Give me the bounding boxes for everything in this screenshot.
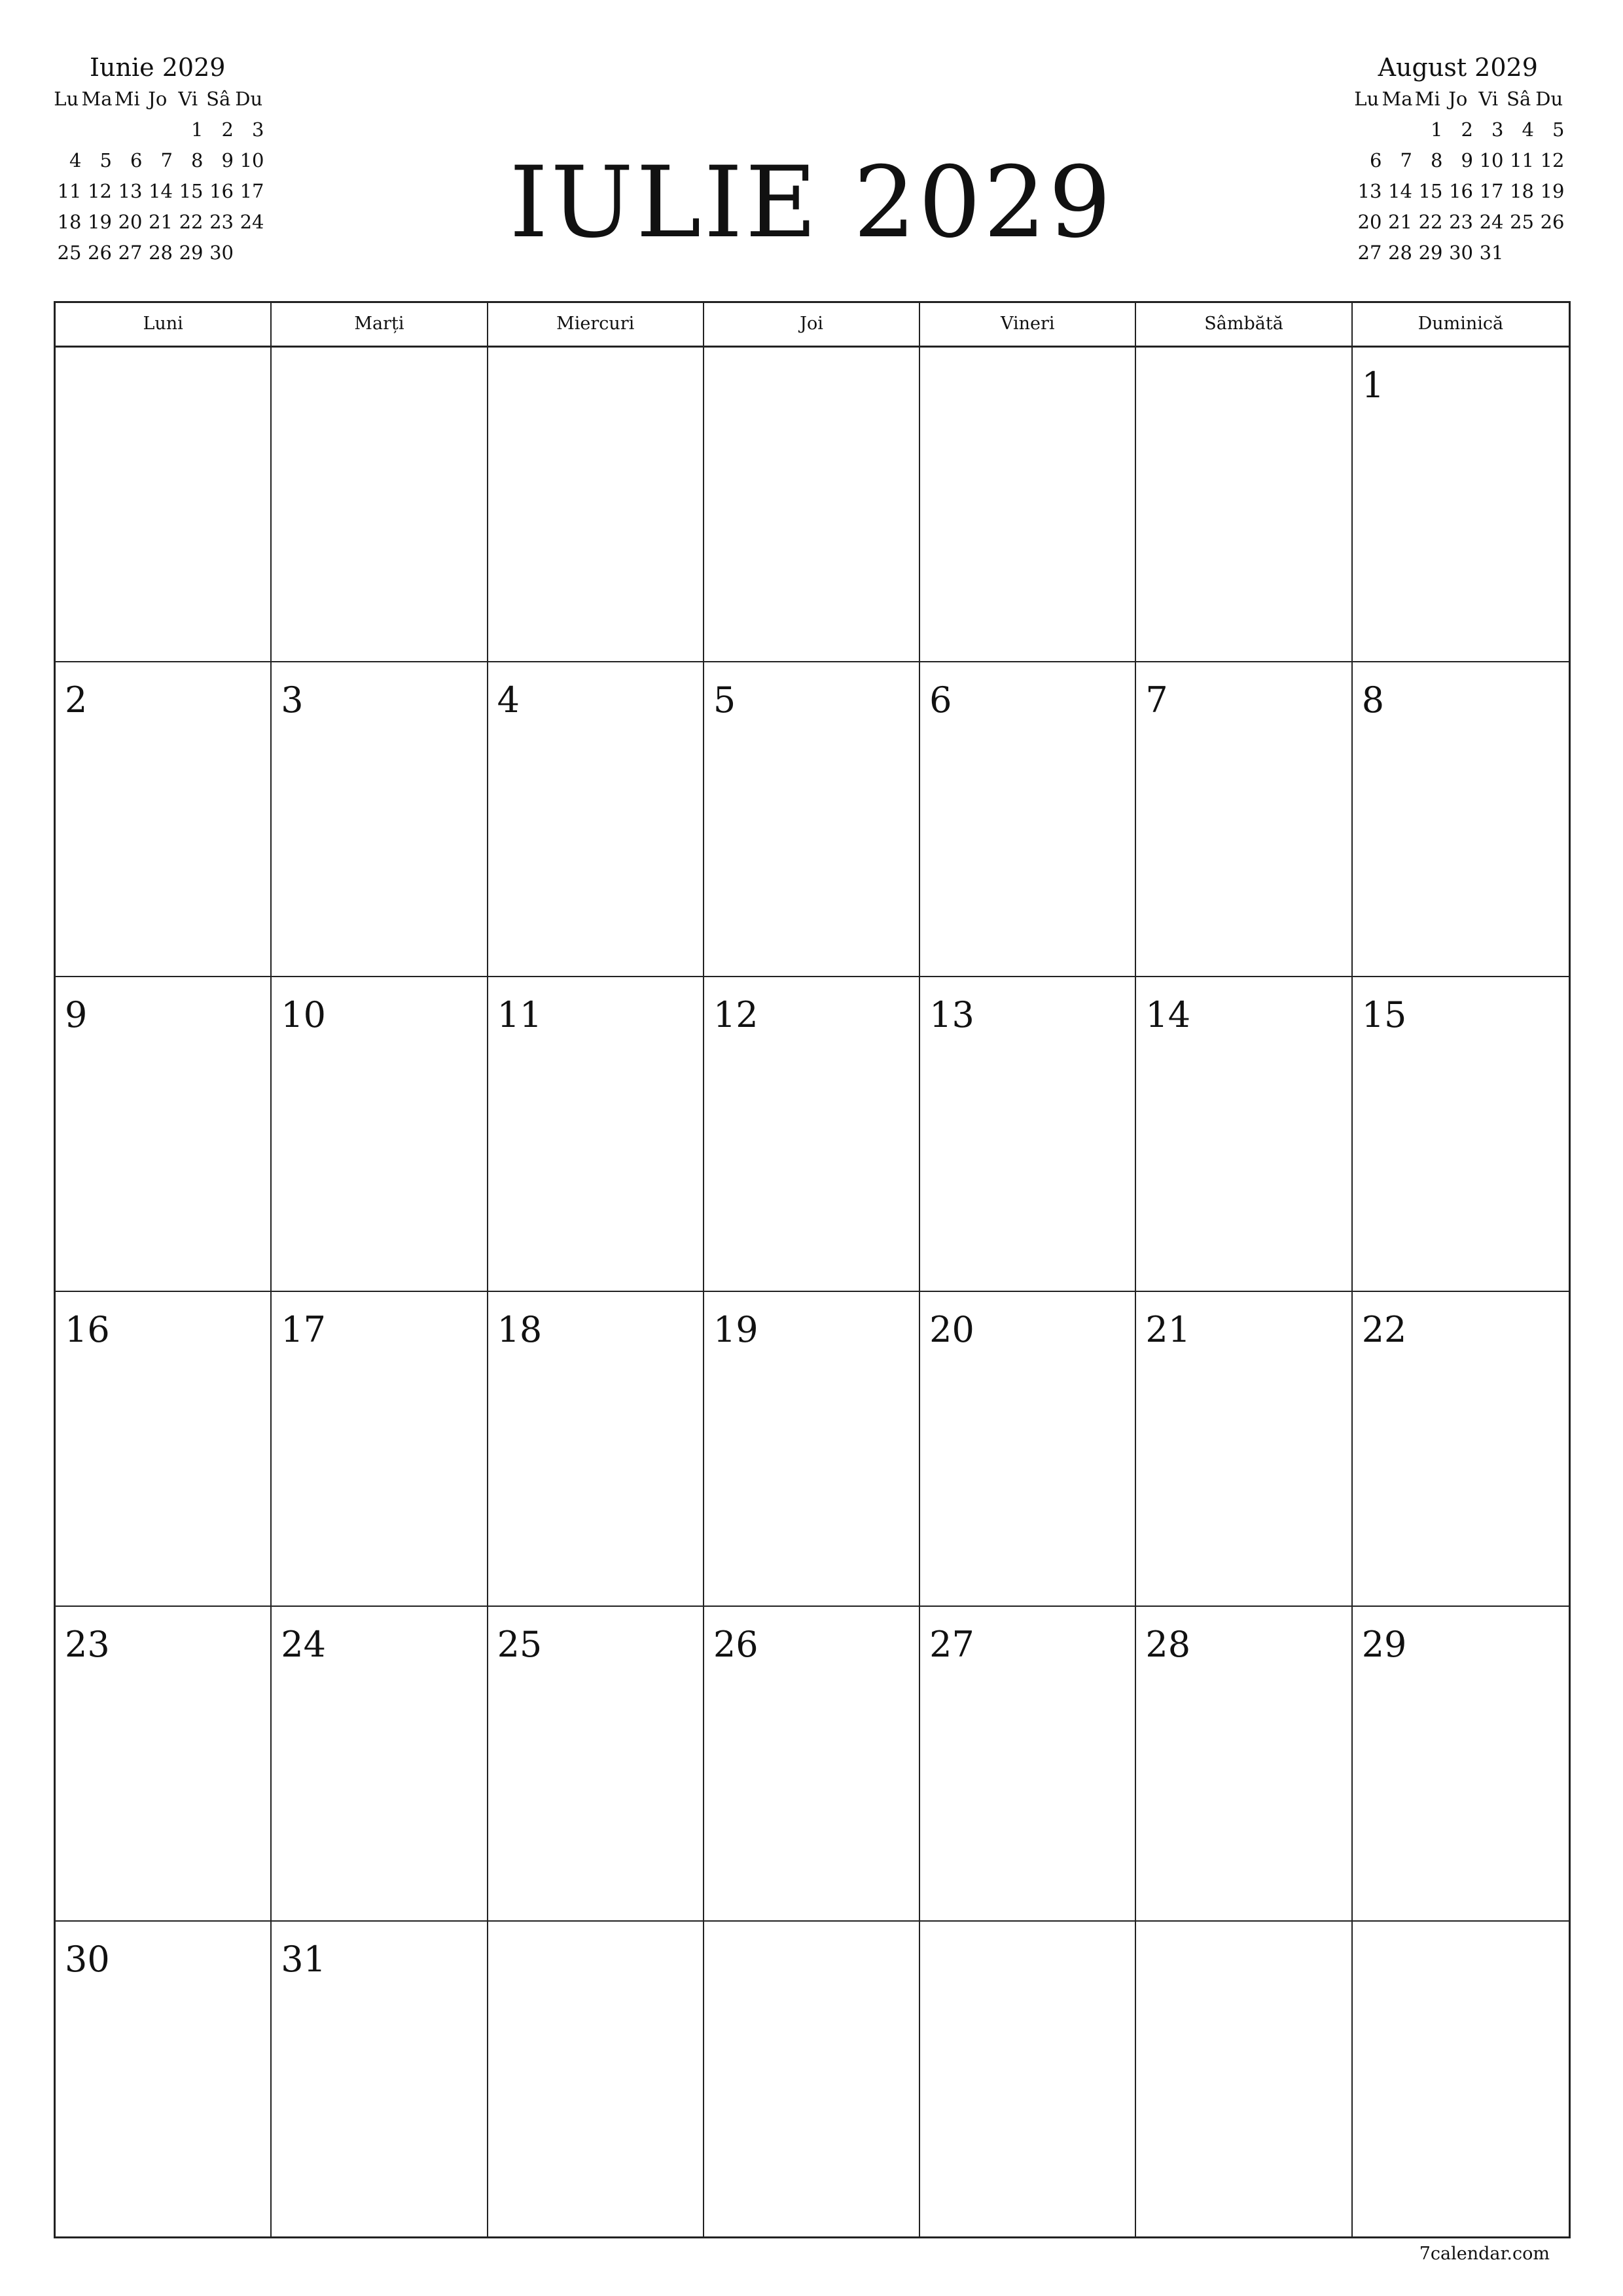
day-cell bbox=[704, 662, 920, 977]
day-cell bbox=[920, 348, 1136, 662]
day-cell bbox=[704, 348, 920, 662]
mini-day: 15 bbox=[1418, 180, 1443, 202]
day-cell bbox=[920, 662, 1136, 977]
mini-day: 28 bbox=[1388, 242, 1412, 264]
mini-day: 3 bbox=[1491, 118, 1504, 141]
mini-weekday-header: Sâ bbox=[206, 88, 231, 110]
day-number: 5 bbox=[713, 679, 736, 721]
day-cell bbox=[272, 1607, 488, 1922]
day-cell bbox=[704, 1607, 920, 1922]
day-number: 9 bbox=[65, 994, 88, 1035]
day-cell bbox=[1353, 1607, 1569, 1922]
day-number: 15 bbox=[1361, 994, 1407, 1035]
day-number: 25 bbox=[497, 1624, 543, 1665]
day-cell bbox=[704, 977, 920, 1292]
day-number: 31 bbox=[281, 1939, 326, 1980]
mini-day: 2 bbox=[1461, 118, 1473, 141]
day-number: 24 bbox=[281, 1624, 326, 1665]
day-cell bbox=[56, 1922, 272, 2236]
mini-day: 18 bbox=[57, 211, 82, 233]
mini-day: 16 bbox=[209, 180, 234, 202]
mini-day bbox=[1504, 238, 1535, 268]
page-title: IULIE 2029 bbox=[509, 146, 1114, 260]
mini-day: 6 bbox=[130, 149, 143, 171]
mini-day: 13 bbox=[1357, 180, 1382, 202]
day-number: 13 bbox=[929, 994, 974, 1035]
mini-day: 23 bbox=[1449, 211, 1473, 233]
mini-day: 11 bbox=[1510, 149, 1534, 171]
day-cell bbox=[488, 977, 704, 1292]
mini-day: 23 bbox=[209, 211, 234, 233]
mini-day bbox=[1351, 115, 1382, 145]
weekday-header: Luni bbox=[56, 303, 272, 348]
mini-calendar-next-month bbox=[1351, 51, 1565, 268]
mini-day: 22 bbox=[1418, 211, 1443, 233]
mini-day: 17 bbox=[240, 180, 264, 202]
day-number: 11 bbox=[497, 994, 543, 1035]
weekday-header: Vineri bbox=[920, 303, 1136, 348]
day-number: 20 bbox=[929, 1309, 974, 1350]
day-cell bbox=[1136, 1292, 1352, 1607]
day-number: 10 bbox=[281, 994, 326, 1035]
day-number: 12 bbox=[713, 994, 758, 1035]
mini-day: 22 bbox=[179, 211, 204, 233]
mini-weekday-header: Du bbox=[235, 88, 263, 110]
mini-day: 4 bbox=[69, 149, 82, 171]
mini-weekday-header: Mi bbox=[1414, 88, 1440, 110]
mini-day: 7 bbox=[160, 149, 173, 171]
mini-day: 24 bbox=[1479, 211, 1504, 233]
mini-day: 29 bbox=[179, 242, 204, 264]
mini-day: 18 bbox=[1510, 180, 1534, 202]
site-credit: 7calendar.com bbox=[1419, 2244, 1550, 2264]
mini-day: 21 bbox=[1388, 211, 1412, 233]
day-cell bbox=[272, 977, 488, 1292]
mini-day: 8 bbox=[191, 149, 204, 171]
day-number: 21 bbox=[1145, 1309, 1191, 1350]
day-number: 1 bbox=[1361, 365, 1385, 406]
day-number: 14 bbox=[1145, 994, 1191, 1035]
mini-day: 30 bbox=[1449, 242, 1473, 264]
weekday-header: Joi bbox=[704, 303, 920, 348]
mini-day: 24 bbox=[240, 211, 264, 233]
mini-calendar-title: Iunie 2029 bbox=[90, 53, 226, 82]
mini-day: 11 bbox=[57, 180, 82, 202]
day-cell bbox=[272, 1922, 488, 2236]
day-cell bbox=[1136, 977, 1352, 1292]
day-cell bbox=[56, 977, 272, 1292]
mini-day: 29 bbox=[1418, 242, 1443, 264]
day-number: 17 bbox=[281, 1309, 326, 1350]
mini-weekday-header: Lu bbox=[54, 88, 79, 110]
mini-weekday-header: Sâ bbox=[1507, 88, 1531, 110]
mini-day: 27 bbox=[1357, 242, 1382, 264]
day-number: 30 bbox=[65, 1939, 110, 1980]
mini-day: 2 bbox=[221, 118, 234, 141]
day-cell bbox=[920, 1292, 1136, 1607]
mini-day: 9 bbox=[221, 149, 234, 171]
day-cell bbox=[488, 1607, 704, 1922]
day-number: 19 bbox=[713, 1309, 758, 1350]
mini-day: 19 bbox=[1540, 180, 1565, 202]
day-cell bbox=[704, 1292, 920, 1607]
mini-day: 6 bbox=[1370, 149, 1382, 171]
mini-weekday-header: Ma bbox=[1382, 88, 1413, 110]
mini-day bbox=[1534, 238, 1565, 268]
weekday-header: Marți bbox=[272, 303, 488, 348]
day-cell bbox=[1353, 977, 1569, 1292]
day-cell bbox=[1136, 1607, 1352, 1922]
day-cell bbox=[1353, 348, 1569, 662]
day-number: 3 bbox=[281, 679, 304, 721]
day-cell bbox=[56, 1292, 272, 1607]
mini-weekday-header: Lu bbox=[1354, 88, 1380, 110]
day-cell bbox=[704, 1922, 920, 2236]
mini-calendar-grid bbox=[1351, 84, 1565, 268]
mini-day: 13 bbox=[118, 180, 143, 202]
weekday-header: Duminică bbox=[1353, 303, 1569, 348]
day-cell bbox=[56, 1607, 272, 1922]
mini-day: 8 bbox=[1431, 149, 1443, 171]
day-number: 6 bbox=[929, 679, 952, 721]
day-cell bbox=[272, 348, 488, 662]
mini-day: 5 bbox=[99, 149, 112, 171]
mini-day: 3 bbox=[252, 118, 264, 141]
mini-day: 4 bbox=[1522, 118, 1534, 141]
day-number: 4 bbox=[497, 679, 520, 721]
mini-day: 25 bbox=[57, 242, 82, 264]
weekday-header: Sâmbătă bbox=[1136, 303, 1352, 348]
mini-day: 31 bbox=[1479, 242, 1504, 264]
day-number: 23 bbox=[65, 1624, 110, 1665]
mini-weekday-header: Mi bbox=[114, 88, 140, 110]
day-cell bbox=[488, 662, 704, 977]
day-cell bbox=[488, 1292, 704, 1607]
day-number: 27 bbox=[929, 1624, 974, 1665]
mini-day: 5 bbox=[1552, 118, 1565, 141]
day-number: 8 bbox=[1361, 679, 1385, 721]
day-cell bbox=[488, 348, 704, 662]
mini-day: 28 bbox=[149, 242, 173, 264]
day-cell bbox=[920, 977, 1136, 1292]
day-cell bbox=[920, 1922, 1136, 2236]
day-cell bbox=[1353, 1922, 1569, 2236]
day-cell bbox=[1353, 662, 1569, 977]
mini-day: 25 bbox=[1510, 211, 1534, 233]
mini-day: 10 bbox=[240, 149, 264, 171]
mini-day bbox=[1382, 115, 1413, 145]
mini-day: 7 bbox=[1400, 149, 1412, 171]
mini-day: 26 bbox=[88, 242, 112, 264]
mini-day: 19 bbox=[88, 211, 112, 233]
day-cell bbox=[488, 1922, 704, 2236]
mini-day: 12 bbox=[88, 180, 112, 202]
mini-day: 20 bbox=[118, 211, 143, 233]
mini-weekday-header: Jo bbox=[1448, 88, 1468, 110]
day-number: 22 bbox=[1361, 1309, 1407, 1350]
day-number: 7 bbox=[1145, 679, 1168, 721]
mini-day: 14 bbox=[1388, 180, 1412, 202]
mini-day: 14 bbox=[149, 180, 173, 202]
mini-day: 16 bbox=[1449, 180, 1473, 202]
day-cell bbox=[272, 1292, 488, 1607]
day-cell bbox=[56, 662, 272, 977]
month-calendar-grid bbox=[54, 301, 1571, 2238]
mini-day: 17 bbox=[1479, 180, 1504, 202]
day-number: 26 bbox=[713, 1624, 758, 1665]
day-cell bbox=[1136, 348, 1352, 662]
day-cell bbox=[1136, 1922, 1352, 2236]
mini-day: 1 bbox=[1431, 118, 1443, 141]
mini-day: 1 bbox=[191, 118, 204, 141]
day-cell bbox=[920, 1607, 1136, 1922]
mini-day: 26 bbox=[1540, 211, 1565, 233]
mini-weekday-header: Vi bbox=[178, 88, 198, 110]
day-cell bbox=[1136, 662, 1352, 977]
day-number: 29 bbox=[1361, 1624, 1407, 1665]
day-cell bbox=[1353, 1292, 1569, 1607]
mini-weekday-header: Du bbox=[1535, 88, 1563, 110]
mini-weekday-header: Vi bbox=[1478, 88, 1499, 110]
mini-day: 27 bbox=[118, 242, 143, 264]
day-number: 18 bbox=[497, 1309, 543, 1350]
mini-day: 15 bbox=[179, 180, 204, 202]
mini-day: 30 bbox=[209, 242, 234, 264]
mini-weekday-header: Ma bbox=[81, 88, 113, 110]
day-number: 16 bbox=[65, 1309, 110, 1350]
mini-day: 20 bbox=[1357, 211, 1382, 233]
mini-day: 12 bbox=[1540, 149, 1565, 171]
day-number: 2 bbox=[65, 679, 88, 721]
mini-calendar-title: August 2029 bbox=[1378, 53, 1538, 82]
mini-day: 21 bbox=[149, 211, 173, 233]
day-cell bbox=[56, 348, 272, 662]
day-number: 28 bbox=[1145, 1624, 1191, 1665]
mini-weekday-header: Jo bbox=[148, 88, 168, 110]
weekday-header: Miercuri bbox=[488, 303, 704, 348]
day-cell bbox=[272, 662, 488, 977]
mini-day: 10 bbox=[1479, 149, 1504, 171]
mini-day: 9 bbox=[1461, 149, 1473, 171]
